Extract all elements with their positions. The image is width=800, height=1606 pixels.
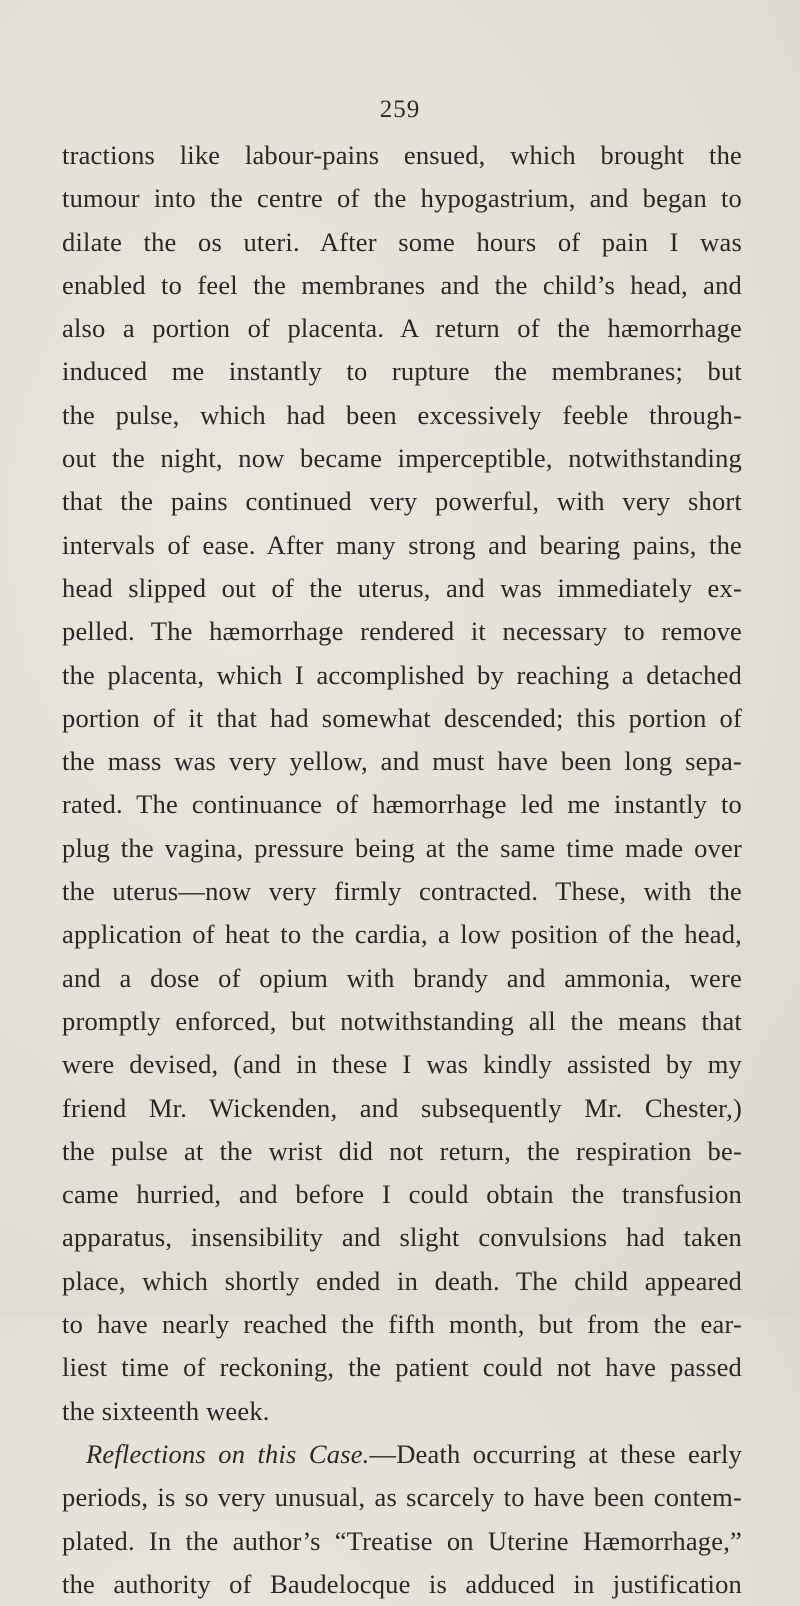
- text-line: place, which shortly ended in death. The child appeared: [62, 1265, 742, 1296]
- text-line: the pulse at the wrist did not return, the respiration be-: [62, 1135, 742, 1166]
- text-line: intervals of ease. After many strong and bearing pains, the: [62, 529, 742, 560]
- text-line: the authority of Baudelocque is adduced in justification: [62, 1568, 742, 1599]
- text-line: that the pains continued very powerful, with very short: [62, 486, 742, 517]
- text-line: came hurried, and before I could obtain the transfusion: [62, 1179, 742, 1210]
- text-line: enabled to feel the membranes and the child’s head, and: [62, 269, 742, 300]
- text-line: the placenta, which I accomplished by reaching a detached: [62, 659, 742, 690]
- text-line: pelled. The hæmorrhage rendered it necessary to remove: [62, 616, 742, 647]
- reflections-first-line: [62, 1433, 742, 1476]
- text-line: friend Mr. Wickenden, and subsequently Mr. Chester,): [62, 1092, 742, 1123]
- text-line: the uterus—now very firmly contracted. These, with the: [62, 876, 742, 907]
- text-line: liest time of reckoning, the patient could not have passed: [62, 1352, 742, 1383]
- text-line: to have nearly reached the fifth month, but from the ear-: [62, 1309, 742, 1340]
- text-line: promptly enforced, but notwithstanding all the means that: [62, 1005, 742, 1036]
- text-line: tumour into the centre of the hypogastrium, and began to: [62, 183, 742, 214]
- text-line: were devised, (and in these I was kindly assisted by my: [62, 1049, 742, 1080]
- text-line: dilate the os uteri. After some hours of pain I was: [62, 226, 742, 257]
- text-line: the pulse, which had been excessively feeble through-: [62, 399, 742, 430]
- body-text: [62, 134, 742, 1606]
- text-line: apparatus, insensibility and slight convulsions had taken: [62, 1222, 742, 1253]
- text-line: rated. The continuance of hæmorrhage led me instantly to: [62, 789, 742, 820]
- text-line: the sixteenth week.: [62, 1395, 270, 1426]
- text-line: induced me instantly to rupture the membranes; but: [62, 356, 742, 387]
- text-line: application of heat to the cardia, a low position of the head,: [62, 919, 742, 950]
- reflections-text: —Death occurring at these early: [369, 1438, 742, 1469]
- text-line: the mass was very yellow, and must have been long sepa-: [62, 746, 742, 777]
- text-line: portion of it that had somewhat descended; this portion of: [62, 702, 742, 733]
- page-number: 259: [379, 96, 421, 123]
- text-line: periods, is so very unusual, as scarcely to have been contem-: [62, 1482, 742, 1513]
- text-line: also a portion of placenta. A return of the hæmorrhage: [62, 313, 742, 344]
- text-line: head slipped out of the uterus, and was immediately ex-: [62, 572, 742, 603]
- text-line: tractions like labour-pains ensued, which brought the: [62, 140, 742, 170]
- text-line: out the night, now became imperceptible, notwithstanding: [62, 443, 742, 474]
- text-line: plug the vagina, pressure being at the same time made over: [62, 832, 742, 863]
- text-line: plated. In the author’s “Treatise on Uterine Hæmorrhage,”: [62, 1525, 742, 1556]
- reflections-heading: Reflections on this Case.: [86, 1438, 370, 1469]
- text-line: and a dose of opium with brandy and ammonia, were: [62, 962, 742, 993]
